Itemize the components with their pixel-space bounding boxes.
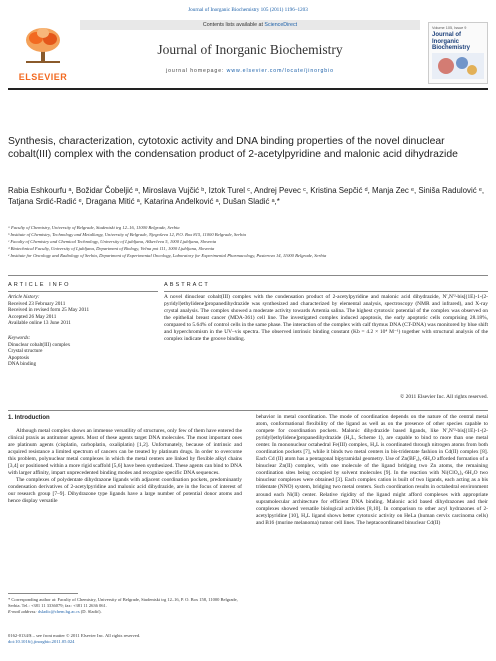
email-label: E-mail address: [8,609,38,614]
homepage-prefix: journal homepage: [166,68,227,74]
article-info-panel [8,294,158,368]
issn-block [8,633,308,645]
copyright-notice: © 2011 Elsevier Inc. All rights reserved. [400,394,488,400]
journal-name: Journal of Inorganic Biochemistry [157,42,343,57]
intro-paragraph: Although metal complex shows an immense versatility of structures, only few of them have entered the clinical praxis as antitumor agents. Most of these agents target DNA molecules. The most important ones are platinum agents (cisplatin, carboplatin, oxaliplatin) [1,2]. Unfortunately, because of intrinsic and acquired resistance a limited spectrum of cancers can be treated by platinum drugs. In order to overcome this problem, polynuclear metal complexes in which the metal centers are linked by flexible alkyl chains [3,4] or positioned within a more rigid scaffold [5,6] have been synthesized. These agents can bind to DNA with larger affinity, impart unprecedented binding modes and recognize specific DNA sequences. [8,428,242,477]
journal-homepage [80,68,420,74]
affiliation-e: ᵉ Institute for Oncology and Radiology of Serbia, Department of Experimental Oncology, Laboratory for Experimental Pharmacology, Pasterova 14, 11000 Belgrade, Serbia [8,253,327,258]
affiliation-a: ᵃ Faculty of Chemistry, University of Belgrade, Studentski trg 12–16, 11000 Belgrade, Serbia [8,225,180,230]
email-link[interactable]: dsladic@chem.bg.ac.rs [37,609,80,614]
author-list[interactable]: Rabia Eshkourfu ᵃ, Božidar Čobeljić ᵃ, Miroslava Vujčić ᵇ, Iztok Turel ᶜ, Andrej Pevec ᶜ, Kristina Sepčić ᵈ, Manja Zec ᵉ, Siniša Radulović ᵉ, Tatjana Srdić-Radić ᵉ, Dragana Mitić ᵃ, Katarina Anđelković ᵃ, Dušan Sladić ᵃ,* [8,186,485,207]
keyword-item: Crystal structure [8,348,43,355]
revised-date: Received in revised form 25 May 2011 [8,307,90,314]
intro-column-left [8,428,242,506]
affiliations [8,224,488,259]
accepted-date: Accepted 26 May 2011 [8,313,57,320]
publisher-logo-text: ELSEVIER [18,72,68,82]
contents-available-bar [80,20,420,30]
affiliation-c: ᶜ Faculty of Chemistry and Chemical Technology, University of Ljubljana, Aškerčeva 5, 1000 Ljubljana, Slovenia [8,239,217,244]
journal-citation[interactable]: Journal of Inorganic Biochemistry 105 (2011) 1196–1203 [188,7,308,13]
issn-line: 0162-0134/$ – see front matter © 2011 Elsevier Inc. All rights reserved. [8,633,141,638]
cover-title [432,32,484,52]
abstract-heading: ABSTRACT [164,282,210,288]
online-date: Available online 13 June 2011 [8,320,71,327]
elsevier-logo[interactable] [10,26,76,82]
email-suffix: (D. Sladić). [79,609,102,614]
article-info-heading: ARTICLE INFO [8,282,71,288]
info-spacer [8,327,158,335]
footnote-email-line [8,609,242,615]
cover-artwork-icon [432,53,484,79]
intro-paragraph: The complexes of polydentate dihydrazone ligands with adjacent coordination pockets, predominantly condensation derivatives of 2-acetylpyridine and malonic acid dihydrazide, are in the focus of interest of our research group [7–9]. Dihydrazone type ligands have a large number of potential donor atoms and hence display versatile [8,477,242,505]
contents-prefix: Contents lists available at [202,22,265,28]
footnote-corresponding: * Corresponding author at: Faculty of Chemistry, University of Belgrade, Studentski trg 12–16, P. O. Box 158, 11000 Belgrade, Serbia. Tel.: +381 11 3336079; fax: +381 11 2636 061. [8,597,238,608]
affiliation-d: ᵈ Biotechnical Faculty, University of Ljubljana, Department of Biology, Večna pot 111, 1000 Ljubljana, Slovenia [8,246,215,251]
cover-volume: Volume 105, Issue 9 [432,26,467,30]
keyword-item: Apoptosis [8,354,30,361]
journal-cover-thumbnail[interactable] [428,22,488,84]
cover-title-line3: Biochemistry [432,45,471,51]
introduction-heading: 1. Introduction [8,415,50,421]
homepage-link[interactable]: www.elsevier.com/locate/jinorgbio [226,68,334,74]
intro-column-right [256,414,488,527]
header-divider [8,88,488,90]
keyword-item: Dinuclear cobalt(III) complex [8,341,71,348]
keywords-label: Keywords: [8,334,31,341]
body-divider [8,410,488,411]
article-title: Synthesis, characterization, cytotoxic activity and DNA binding properties of the novel dinuclear cobalt(III) complex with the condensation product of 2-acetylpyridine and malonic acid dihydrazide [8,136,458,160]
elsevier-tree-icon [22,26,64,64]
journal-title-panel [80,20,420,86]
cover-title-line2: Inorganic [432,38,460,45]
history-label: Article history: [8,294,40,300]
received-date: Received 23 February 2011 [8,300,66,307]
sciencedirect-link[interactable]: ScienceDirect [264,22,298,28]
article-info-divider [8,291,158,292]
affiliation-b: ᵇ Institute of Chemistry, Technology and Metallurgy, University of Belgrade, Njegoševa 12, P.O. Box 815, 11000 Belgrade, Serbia [8,232,246,237]
journal-header [8,20,488,86]
affiliations-divider [8,275,488,276]
keyword-item: DNA binding [8,361,37,368]
doi-link[interactable]: doi:10.1016/j.jinorgbio.2011.05.024 [8,639,75,644]
cover-title-line1: Journal of [432,32,462,38]
intro-paragraph: behavior in metal coordination. The mode of coordination depends on the nature of the central metal atom, conformational flexibility of the ligand as well as on the presence of other species capable to compete for coordination pockets. Malonic dihydrazide based ligands, like N′,N′²-bis[(1E)-1-(2-pyridyl)ethylidene]propanedihydrazide (H₂L, Scheme 1), are capable to bind to more than one metal center. In mononuclear octahedral Fe(III) complex, H₂L is coordinated through nitrogen atoms from both coordination pockets [7], while it binds two metal centers in bis-tridentate fashion in Cd(II) complex [8]. Each Cd (II) atom has a pentagonal bipyramidal geometry. Use of Zn(BF₄)₂·6H₂O afforded formation of a binuclear Zn(II) complex, with one molecule of the ligand bridging two Zn atoms, the remaining coordination sites being occupied by solvent molecules [9]. In the reaction with Ni(ClO₄)₂·6H₂O two binuclear complexes were obtained [3]. Each complex cation is built of two ligands, each acting as a bis tridentate (NNO) system, bridging two metal centers. Such coordination results in octahedral environment around each Ni(II) center. Relative rigidity of the ligand might afford complexes with appropriate supramolecular architecture for efficient DNA binding. Malonic acid based dihydrazones and their complexes showed versatile biological activities [8,10]. In comparison to other acyl hydrazones of 2-acetylpyridine [10], H₂L ligand shows better cytotoxic activity on HeLa (human cervix carcinoma cells) and B16 (murine melanoma) tumor cell lines. The heptacoordinated binuclear Cd(II) [256,414,488,526]
corresponding-author-footnote [8,597,242,615]
abstract-text: A novel dinuclear cobalt(III) complex with the condensation product of 2-acetylpyridine and malonic acid dihydrazide, N′,N′²-bis[(1E)-1-(2-pyridyl)ethylidene]propanedihydrazide was synthesized and characterized by elemental analysis, spectroscopy (NMR and infrared), and X-ray crystal analysis. The complex showed a moderate activity towards Artemia salina. The highest cytotoxic potential of the complex was observed on the epithelial breast cancer (MDA-361) cell line. The investigated complex induced apoptosis, the early apoptotic cells comprising 28.18%, compared to 5.64% of control cells in the same phase. The interaction of the complex with calf thymus DNA (CT-DNA) was monitored by blue shift and hyperchromism in the UV–vis spectra. The observed intrinsic binding constant (Kb = 4.2 × 10⁴ M⁻¹) together with structural analysis of the complex indicate the groove binding. [164,294,488,343]
footnote-divider [8,593,78,594]
abstract-divider [164,291,488,292]
